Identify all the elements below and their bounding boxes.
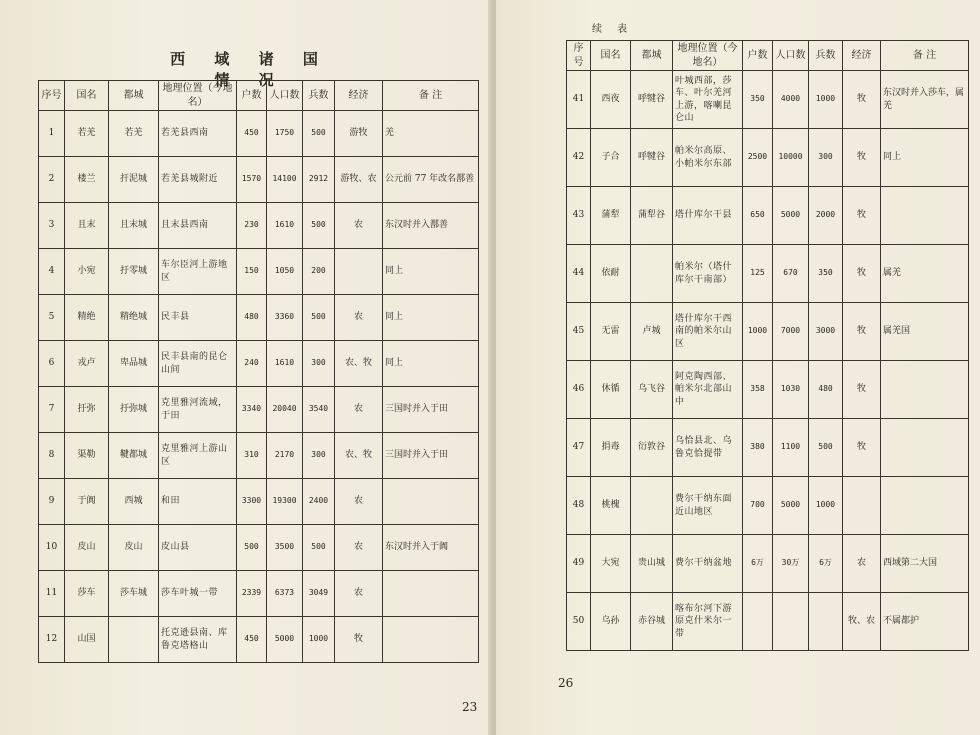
cell-name: 于阗: [65, 479, 109, 525]
cell-capital: 呼犍谷: [631, 129, 673, 187]
column-header: 经济: [843, 41, 881, 71]
cell-households: 6万: [743, 535, 773, 593]
cell-population: 5000: [267, 617, 303, 663]
cell-note: 同上: [383, 341, 479, 387]
cell-no: 2: [39, 157, 65, 203]
column-header: 兵数: [809, 41, 843, 71]
cell-economy: 农: [335, 295, 383, 341]
cell-economy: 牧: [335, 617, 383, 663]
cell-economy: 农: [335, 203, 383, 249]
cell-population: 5000: [773, 477, 809, 535]
cell-location: 皮山县: [159, 525, 237, 571]
cell-no: 7: [39, 387, 65, 433]
cell-capital: 扞泥城: [109, 157, 159, 203]
countries-table-left: [38, 80, 479, 663]
cell-economy: [335, 249, 383, 295]
cell-no: 9: [39, 479, 65, 525]
cell-name: 山国: [65, 617, 109, 663]
cell-population: 1050: [267, 249, 303, 295]
cell-name: 大宛: [591, 535, 631, 593]
column-header: 备 注: [383, 81, 479, 111]
cell-soldiers: 500: [303, 111, 335, 157]
cell-location: 喀布尔河下游原克什米尔一带: [673, 593, 743, 651]
cell-name: 蒲犁: [591, 187, 631, 245]
cell-capital: 若羌: [109, 111, 159, 157]
cell-note: 同上: [383, 295, 479, 341]
cell-soldiers: 2000: [809, 187, 843, 245]
cell-households: [743, 593, 773, 651]
cell-note: 公元前 77 年改名鄯善: [383, 157, 479, 203]
cell-population: 1750: [267, 111, 303, 157]
cell-soldiers: [809, 593, 843, 651]
cell-name: 子合: [591, 129, 631, 187]
cell-name: 且末: [65, 203, 109, 249]
cell-location: 克里雅河流域，于田: [159, 387, 237, 433]
cell-population: 20040: [267, 387, 303, 433]
cell-soldiers: 2912: [303, 157, 335, 203]
table-row: [39, 433, 479, 479]
cell-economy: 农: [335, 525, 383, 571]
cell-name: 乌孙: [591, 593, 631, 651]
cell-name: 无雷: [591, 303, 631, 361]
cell-location: 托克逊县南、库鲁克塔格山: [159, 617, 237, 663]
cell-households: 150: [237, 249, 267, 295]
cell-no: 3: [39, 203, 65, 249]
cell-households: 2500: [743, 129, 773, 187]
cell-capital: 西城: [109, 479, 159, 525]
cell-note: [881, 187, 969, 245]
cell-population: 6373: [267, 571, 303, 617]
column-header: 户数: [743, 41, 773, 71]
cell-name: 精绝: [65, 295, 109, 341]
cell-population: 10000: [773, 129, 809, 187]
cell-economy: 牧: [843, 361, 881, 419]
cell-households: 500: [237, 525, 267, 571]
cell-population: 670: [773, 245, 809, 303]
cell-population: 5000: [773, 187, 809, 245]
cell-location: 若羌县城附近: [159, 157, 237, 203]
cell-soldiers: 500: [809, 419, 843, 477]
cell-soldiers: 1000: [303, 617, 335, 663]
cell-economy: [843, 477, 881, 535]
cell-population: 1610: [267, 203, 303, 249]
cell-households: 310: [237, 433, 267, 479]
cell-economy: 游牧: [335, 111, 383, 157]
cell-soldiers: 200: [303, 249, 335, 295]
cell-no: 6: [39, 341, 65, 387]
table-header-row: [567, 41, 969, 71]
cell-soldiers: 500: [303, 295, 335, 341]
cell-note: [881, 477, 969, 535]
column-header: 人口数: [773, 41, 809, 71]
cell-note: 羌: [383, 111, 479, 157]
cell-capital: 卑品城: [109, 341, 159, 387]
cell-no: 47: [567, 419, 591, 477]
cell-location: 若羌县西南: [159, 111, 237, 157]
cell-no: 44: [567, 245, 591, 303]
table-row: [39, 249, 479, 295]
cell-population: 3360: [267, 295, 303, 341]
cell-population: 3500: [267, 525, 303, 571]
cell-location: 民丰县南的昆仑山间: [159, 341, 237, 387]
column-header: 序号: [39, 81, 65, 111]
cell-no: 10: [39, 525, 65, 571]
cell-economy: 牧: [843, 419, 881, 477]
table-row: [39, 479, 479, 525]
table-row: [567, 419, 969, 477]
cell-no: 8: [39, 433, 65, 479]
column-header: 备 注: [881, 41, 969, 71]
cell-name: 捐毒: [591, 419, 631, 477]
cell-note: 东汉时并入鄯善: [383, 203, 479, 249]
table-row: [39, 571, 479, 617]
cell-population: 30万: [773, 535, 809, 593]
cell-note: 西域第二大国: [881, 535, 969, 593]
column-header: 都城: [109, 81, 159, 111]
cell-no: 43: [567, 187, 591, 245]
cell-soldiers: 500: [303, 525, 335, 571]
cell-no: 45: [567, 303, 591, 361]
cell-location: 帕米尔高原、小帕米尔东部: [673, 129, 743, 187]
cell-no: 11: [39, 571, 65, 617]
cell-soldiers: 300: [303, 341, 335, 387]
table-row: [567, 245, 969, 303]
cell-economy: 牧、农: [843, 593, 881, 651]
cell-economy: 游牧、农: [335, 157, 383, 203]
cell-note: 三国时并入于田: [383, 433, 479, 479]
cell-note: [881, 361, 969, 419]
table-row: [39, 203, 479, 249]
cell-location: 且末县西南: [159, 203, 237, 249]
cell-name: 小宛: [65, 249, 109, 295]
cell-population: 1610: [267, 341, 303, 387]
cell-economy: 牧: [843, 187, 881, 245]
cell-capital: [631, 477, 673, 535]
cell-note: 同上: [383, 249, 479, 295]
cell-households: 350: [743, 71, 773, 129]
cell-soldiers: 3540: [303, 387, 335, 433]
page-number: 23: [462, 700, 478, 714]
cell-population: 4000: [773, 71, 809, 129]
cell-location: 和田: [159, 479, 237, 525]
cell-soldiers: 300: [303, 433, 335, 479]
column-header: 兵数: [303, 81, 335, 111]
cell-no: 4: [39, 249, 65, 295]
cell-location: 乌恰县北、乌鲁克恰提带: [673, 419, 743, 477]
cell-location: 费尔干纳盆地: [673, 535, 743, 593]
page-title: 西 域 诸 国 情 况: [170, 50, 330, 89]
cell-capital: 精绝城: [109, 295, 159, 341]
cell-name: 西夜: [591, 71, 631, 129]
cell-population: 1100: [773, 419, 809, 477]
column-header: 地理位置（今地名）: [159, 81, 237, 111]
cell-location: 塔什库尔干西南的帕米尔山区: [673, 303, 743, 361]
cell-name: 渠勒: [65, 433, 109, 479]
cell-note: [383, 571, 479, 617]
cell-soldiers: 300: [809, 129, 843, 187]
cell-households: 230: [237, 203, 267, 249]
cell-location: 阿克陶西部、帕米尔北部山中: [673, 361, 743, 419]
cell-households: 450: [237, 617, 267, 663]
cell-location: 莎车叶城一带: [159, 571, 237, 617]
cell-note: [881, 419, 969, 477]
cell-capital: 呼犍谷: [631, 71, 673, 129]
cell-population: 14100: [267, 157, 303, 203]
cell-no: 42: [567, 129, 591, 187]
table-header-row: [39, 81, 479, 111]
cell-economy: 农、牧: [335, 341, 383, 387]
table-row: [567, 535, 969, 593]
table-row: [567, 361, 969, 419]
cell-soldiers: 500: [303, 203, 335, 249]
column-header: 序号: [567, 41, 591, 71]
cell-households: 3300: [237, 479, 267, 525]
cell-capital: 乌飞谷: [631, 361, 673, 419]
cell-name: 扜弥: [65, 387, 109, 433]
cell-name: 依耐: [591, 245, 631, 303]
cell-no: 49: [567, 535, 591, 593]
cell-economy: 农: [335, 571, 383, 617]
cell-location: 塔什库尔干县: [673, 187, 743, 245]
cell-economy: 农: [335, 387, 383, 433]
cell-households: 2339: [237, 571, 267, 617]
table-row: [39, 295, 479, 341]
table-row: [39, 157, 479, 203]
table-row: [567, 593, 969, 651]
cell-location: 帕米尔（塔什库尔干南部）: [673, 245, 743, 303]
cell-location: 民丰县: [159, 295, 237, 341]
cell-capital: 蒲犁谷: [631, 187, 673, 245]
cell-households: 1000: [743, 303, 773, 361]
cell-capital: 衍敦谷: [631, 419, 673, 477]
column-header: 国名: [591, 41, 631, 71]
right-page: [496, 0, 980, 735]
cell-name: 楼兰: [65, 157, 109, 203]
table-row: [39, 341, 479, 387]
cell-note: 属羌国: [881, 303, 969, 361]
cell-population: 2170: [267, 433, 303, 479]
cell-name: 莎车: [65, 571, 109, 617]
column-header: 都城: [631, 41, 673, 71]
cell-capital: 且末城: [109, 203, 159, 249]
cell-population: [773, 593, 809, 651]
cell-soldiers: 2400: [303, 479, 335, 525]
table-row: [567, 477, 969, 535]
cell-location: 克里雅河上游山区: [159, 433, 237, 479]
table-row: [39, 387, 479, 433]
cell-soldiers: 480: [809, 361, 843, 419]
cell-name: 休循: [591, 361, 631, 419]
cell-no: 1: [39, 111, 65, 157]
cell-economy: 牧: [843, 303, 881, 361]
cell-no: 50: [567, 593, 591, 651]
column-header: 经济: [335, 81, 383, 111]
cell-location: 叶城西部，莎车、叶尔羌河上游，喀喇昆仑山: [673, 71, 743, 129]
cell-households: 480: [237, 295, 267, 341]
cell-population: 19300: [267, 479, 303, 525]
cell-note: 三国时并入于田: [383, 387, 479, 433]
cell-note: [383, 479, 479, 525]
table-row: [567, 129, 969, 187]
table-row: [567, 303, 969, 361]
cell-note: 东汉时并入莎车，属羌: [881, 71, 969, 129]
cell-location: 费尔干纳东面近山地区: [673, 477, 743, 535]
cell-location: 车尔臣河上游地区: [159, 249, 237, 295]
cell-name: 戎卢: [65, 341, 109, 387]
cell-economy: 牧: [843, 129, 881, 187]
cell-capital: 皮山: [109, 525, 159, 571]
cell-households: 240: [237, 341, 267, 387]
cell-capital: 扜零城: [109, 249, 159, 295]
cell-capital: 卢城: [631, 303, 673, 361]
cell-capital: 鞬都城: [109, 433, 159, 479]
cell-population: 7000: [773, 303, 809, 361]
cell-note: 东汉时并入于阗: [383, 525, 479, 571]
cell-soldiers: 1000: [809, 477, 843, 535]
cell-population: 1030: [773, 361, 809, 419]
table-row: [39, 111, 479, 157]
cell-households: 700: [743, 477, 773, 535]
cell-no: 48: [567, 477, 591, 535]
cell-soldiers: 3049: [303, 571, 335, 617]
table-row: [567, 71, 969, 129]
cell-name: 桃槐: [591, 477, 631, 535]
cell-capital: 贵山城: [631, 535, 673, 593]
cell-capital: [631, 245, 673, 303]
column-header: 户数: [237, 81, 267, 111]
cell-capital: 莎车城: [109, 571, 159, 617]
cell-households: 380: [743, 419, 773, 477]
cell-soldiers: 3000: [809, 303, 843, 361]
cell-households: 450: [237, 111, 267, 157]
cell-note: 同上: [881, 129, 969, 187]
cell-name: 皮山: [65, 525, 109, 571]
cell-note: 属羌: [881, 245, 969, 303]
cell-economy: 牧: [843, 245, 881, 303]
table-row: [39, 525, 479, 571]
cell-economy: 农、牧: [335, 433, 383, 479]
cell-capital: 赤谷城: [631, 593, 673, 651]
cell-soldiers: 350: [809, 245, 843, 303]
column-header: 国名: [65, 81, 109, 111]
cell-capital: [109, 617, 159, 663]
countries-table-right: [566, 40, 969, 651]
cell-households: 1570: [237, 157, 267, 203]
column-header: 人口数: [267, 81, 303, 111]
cell-no: 46: [567, 361, 591, 419]
cell-no: 12: [39, 617, 65, 663]
cell-economy: 农: [335, 479, 383, 525]
cell-capital: 扜弥城: [109, 387, 159, 433]
cell-households: 650: [743, 187, 773, 245]
continued-title: 续 表: [592, 24, 634, 35]
page-number: 26: [558, 676, 574, 690]
cell-soldiers: 1000: [809, 71, 843, 129]
cell-no: 41: [567, 71, 591, 129]
cell-name: 若羌: [65, 111, 109, 157]
column-header: 地理位置（今地名）: [673, 41, 743, 71]
cell-households: 3340: [237, 387, 267, 433]
cell-economy: 农: [843, 535, 881, 593]
cell-soldiers: 6万: [809, 535, 843, 593]
cell-note: [383, 617, 479, 663]
cell-note: 不属都护: [881, 593, 969, 651]
table-row: [39, 617, 479, 663]
cell-no: 5: [39, 295, 65, 341]
table-row: [567, 187, 969, 245]
cell-households: 358: [743, 361, 773, 419]
cell-economy: 牧: [843, 71, 881, 129]
cell-households: 125: [743, 245, 773, 303]
